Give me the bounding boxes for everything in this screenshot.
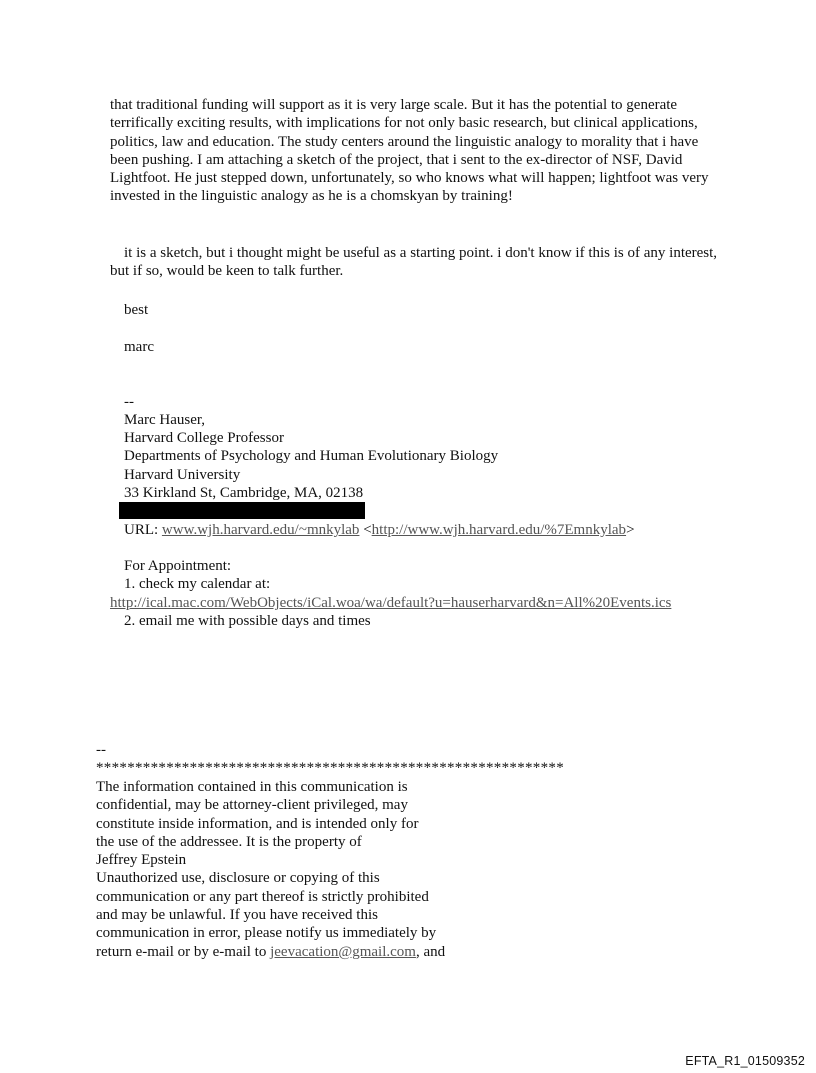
appointment-heading: For Appointment: xyxy=(124,558,232,574)
disclaimer-last-suffix: , and xyxy=(415,943,446,960)
disclaimer-line: Jeffrey Epstein xyxy=(96,852,187,869)
disclaimer-last-line xyxy=(96,943,476,961)
redaction-bar xyxy=(119,502,365,519)
signature-address: 33 Kirkland St, Cambridge, MA, 02138 xyxy=(124,485,364,501)
appointment-step-2: 2. email me with possible days and times xyxy=(124,613,371,629)
signature-separator: -- xyxy=(124,394,134,410)
url-close-bracket: > xyxy=(626,522,635,538)
disclaimer-line: communication in error, please notify us immediately by xyxy=(96,925,437,942)
url-label: URL: xyxy=(124,522,162,538)
url-open-bracket: < xyxy=(359,522,372,538)
disclaimer-line: and may be unlawful. If you have received this xyxy=(96,907,378,924)
signature-url-line xyxy=(124,521,635,539)
disclaimer-line: The information contained in this communication is xyxy=(96,779,408,795)
disclaimer-line: confidential, may be attorney-client privileged, may xyxy=(96,797,408,814)
disclaimer-line: communication or any part thereof is strictly prohibited xyxy=(96,888,429,905)
lab-website-link[interactable]: www.wjh.harvard.edu/~mnkylab xyxy=(161,522,360,538)
contact-email-link[interactable]: jeevacation@gmail.com xyxy=(270,943,416,960)
calendar-link-line xyxy=(110,594,671,612)
signature-university: Harvard University xyxy=(124,467,241,483)
signature-departments: Departments of Psychology and Human Evolutionary Biology xyxy=(124,448,499,464)
disclaimer-line: the use of the addressee. It is the property of xyxy=(96,833,362,850)
disclaimer-stars: ************************************************************ xyxy=(96,760,564,776)
disclaimer-last-prefix: return e-mail or by e-mail to xyxy=(96,943,271,960)
disclaimer-line: constitute inside information, and is intended only for xyxy=(96,815,419,832)
document-id: EFTA_R1_01509352 xyxy=(685,1054,805,1068)
disclaimer-block xyxy=(96,778,476,961)
appointment-step-1: 1. check my calendar at: xyxy=(124,576,271,592)
email-body-paragraph-1: that traditional funding will support as it is very large scale. But it has the potential to generate terrifically exciting results, with implications for not only basic research, but clinical applications, politics, law and education. The study centers around the linguistic analogy to morality that i have been pushing. I am attaching a sketch of the project, that i sent to the ex-director of NSF, David Lightfoot. He just stepped down, unfortunately, so who knows what will happen; lightfoot was very invested in the linguistic analogy as he is a chomskyan by training! xyxy=(110,97,709,205)
lab-website-full-link[interactable]: http://www.wjh.harvard.edu/%7Emnkylab xyxy=(371,522,627,538)
sender-first-name: marc xyxy=(124,339,154,355)
signature-name: Marc Hauser, xyxy=(124,412,206,428)
disclaimer-separator: -- xyxy=(96,742,106,758)
signature-title: Harvard College Professor xyxy=(124,430,284,446)
closing-text: best xyxy=(124,302,149,318)
email-body-paragraph-2: it is a sketch, but i thought might be useful as a starting point. i don't know if this is of any interest, but if so, would be keen to talk further. xyxy=(110,245,718,280)
disclaimer-line: Unauthorized use, disclosure or copying of this xyxy=(96,870,380,887)
calendar-link[interactable]: http://ical.mac.com/WebObjects/iCal.woa/wa/default?u=hauserharvard&n=All%20Events.ics xyxy=(110,595,672,611)
